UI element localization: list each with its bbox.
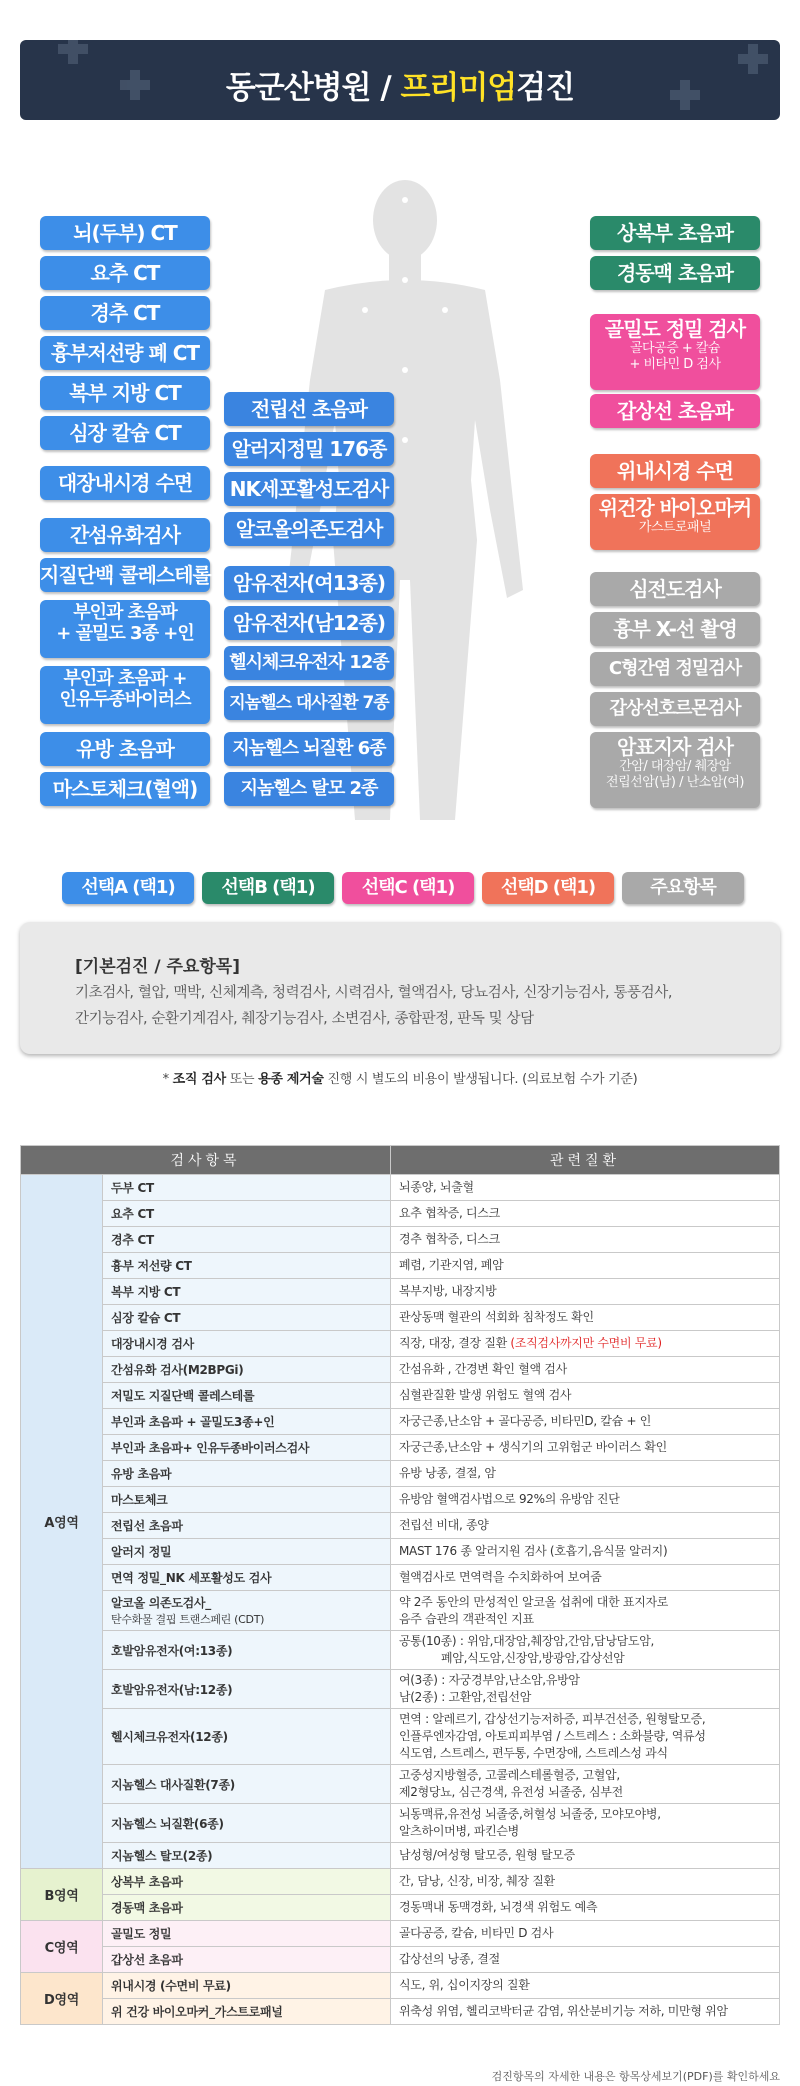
exam-item-cell: [103, 1869, 391, 1895]
exam-allergy-176[interactable]: 알러지정밀 176종: [224, 432, 394, 466]
exam-item-cell: [103, 1973, 391, 1999]
table-row: [21, 1869, 780, 1895]
disease-cell: [391, 1383, 780, 1409]
exam-nk-cell[interactable]: NK세포활성도검사: [224, 472, 394, 506]
exam-item-name: 알러지 정밀: [111, 1545, 172, 1559]
exam-liver-fibrosis[interactable]: 간섬유화검사: [40, 518, 210, 552]
disease-text: 유방암 혈액검사법으로 92%의 유방암 진단: [399, 1492, 620, 1506]
exam-sublabel: 간암/ 대장암/ 췌장암: [619, 759, 731, 774]
exam-item-cell: [103, 1765, 391, 1804]
exam-thyroid-us[interactable]: 갑상선 초음파: [590, 394, 760, 428]
exam-bone-density[interactable]: [590, 314, 760, 390]
disease-text: 알츠하이머병, 파킨슨병: [399, 1824, 519, 1838]
exam-item-cell: [103, 1461, 391, 1487]
footer-note: 검진항목의 자세한 내용은 항목상세보기(PDF)를 확인하세요: [491, 2070, 780, 2083]
exam-genome-brain[interactable]: 지놈헬스 뇌질환 6종: [224, 732, 394, 766]
exam-item-cell: [103, 1565, 391, 1591]
exam-item-cell: [103, 1253, 391, 1279]
exam-item-name: 흉부 저선량 CT: [111, 1259, 192, 1273]
exam-item-name: 심장 칼슘 CT: [111, 1311, 181, 1325]
title-banner: [20, 40, 780, 120]
exam-item-name: 부인과 초음파+ 인유두종바이러스검사: [111, 1441, 310, 1455]
header-related-diseases: 관련질환: [391, 1146, 780, 1175]
exam-item-cell: [103, 1305, 391, 1331]
disease-cell: [391, 1175, 780, 1201]
exam-item-cell: [103, 1383, 391, 1409]
exam-sublabel: 골다공증 + 칼슘: [629, 341, 720, 356]
exam-item-name: 지놈헬스 대사질환(7종): [111, 1777, 235, 1792]
table-row: [21, 1331, 780, 1357]
exam-item-name: 알코올 의존도검사_: [111, 1596, 211, 1610]
exam-chest-xray[interactable]: 흉부 X-선 촬영: [590, 612, 760, 646]
exam-label: 위건강 바이오마커: [598, 496, 752, 520]
exam-label: 인유두종바이러스: [59, 688, 191, 710]
exam-item-cell: [103, 1357, 391, 1383]
legend-option-d: 선택D (택1): [482, 872, 614, 904]
disease-cell: [391, 1765, 780, 1804]
exam-label: 골밀도 정밀 검사: [604, 317, 746, 341]
table-row: [21, 1804, 780, 1843]
disease-text: 공통(10종) : 위암,대장암,췌장암,간암,담낭담도암,: [399, 1634, 655, 1648]
exam-thyroid-hormone[interactable]: 갑상선호르몬검사: [590, 692, 760, 726]
disease-text: 뇌동맥류,유전성 뇌졸중,허혈성 뇌졸중, 모야모야병,: [399, 1807, 661, 1821]
disease-text: 폐암,식도암,신장암,방광암,갑상선암: [441, 1651, 625, 1665]
exam-healthy-check-gene[interactable]: 헬시체크유전자 12종: [224, 646, 394, 680]
disease-cell: [391, 1670, 780, 1709]
table-row: [21, 1409, 780, 1435]
exam-item-name: 헬시체크유전자(12종): [111, 1730, 228, 1744]
exam-item-name: 저밀도 지질단백 콜레스테롤: [111, 1389, 255, 1403]
exam-item-subname: 탄수화물 결핍 트랜스페린 (CDT): [111, 1613, 265, 1626]
exam-item-cell: [103, 1921, 391, 1947]
exam-item-name: 갑상선 초음파: [111, 1953, 183, 1967]
exam-tumor-markers[interactable]: [590, 732, 760, 808]
table-row: [21, 1227, 780, 1253]
exam-carotid-us[interactable]: 경동맥 초음파: [590, 256, 760, 290]
exam-brain-ct[interactable]: 뇌(두부) CT: [40, 216, 210, 250]
disease-text: 관상동맥 혈관의 석회화 침착정도 확인: [399, 1310, 594, 1324]
legend-option-b: 선택B (택1): [202, 872, 334, 904]
table-row: [21, 1253, 780, 1279]
disease-text: 자궁근종,난소암 + 골다공증, 비타민D, 칼슘 + 인: [399, 1414, 652, 1428]
exam-mastocheck[interactable]: 마스토체크(혈액): [40, 772, 210, 806]
disease-text: 인플루엔자감염, 아토피피부염 / 스트레스 : 소화불량, 역류성: [399, 1729, 706, 1743]
table-row: [21, 1175, 780, 1201]
table-row: [21, 1843, 780, 1869]
exam-item-name: 마스토체크: [111, 1493, 168, 1507]
disease-text: 음주 습관의 객관적인 지표: [399, 1611, 534, 1626]
disease-cell: [391, 1435, 780, 1461]
disease-cell: [391, 1947, 780, 1973]
exam-item-name: 두부 CT: [111, 1181, 154, 1195]
exam-abdominal-fat-ct[interactable]: 복부 지방 CT: [40, 376, 210, 410]
table-row: [21, 1973, 780, 1999]
exam-item-name: 면역 정밀_NK 세포활성도 검사: [111, 1571, 272, 1585]
disease-cell: [391, 1487, 780, 1513]
disease-cell: [391, 1461, 780, 1487]
table-row: [21, 1305, 780, 1331]
table-row: [21, 1279, 780, 1305]
cross-decoration: [58, 40, 88, 64]
area-label: C영역: [21, 1921, 103, 1973]
exam-sublabel: 가스트로패널: [638, 520, 712, 535]
table-row: [21, 1487, 780, 1513]
table-row: [21, 1670, 780, 1709]
exam-item-name: 부인과 초음파 + 골밀도3종+인: [111, 1415, 275, 1429]
exam-gastroscopy[interactable]: 위내시경 수면: [590, 454, 760, 488]
exam-item-name: 경동맥 초음파: [111, 1901, 183, 1915]
disease-note-red: (조직검사까지만 수면비 무료): [506, 1336, 662, 1350]
exam-cancer-gene-female[interactable]: 암유전자(여13종): [224, 566, 394, 600]
exam-genome-metabolic[interactable]: 지놈헬스 대사질환 7종: [224, 686, 394, 720]
exam-gyn-us-hpv[interactable]: [40, 666, 210, 724]
legend-option-c: 선택C (택1): [342, 872, 474, 904]
basic-exam-line: 간기능검사, 순환기계검사, 췌장기능검사, 소변검사, 종합판정, 판독 및 상담: [75, 1011, 534, 1027]
disease-text: 식도, 위, 십이지장의 질환: [399, 1978, 530, 1992]
disease-text: 간, 담낭, 신장, 비장, 췌장 질환: [399, 1874, 555, 1888]
exam-sublabel: + 비타민 D 검사: [629, 357, 721, 372]
disease-text: 경추 협착증, 디스크: [399, 1232, 500, 1246]
exam-item-cell: [103, 1435, 391, 1461]
exam-item-cell: [103, 1331, 391, 1357]
disease-text: 직장, 대장, 결장 질환: [399, 1336, 507, 1350]
disease-cell: [391, 1253, 780, 1279]
exam-table: [20, 1145, 780, 2025]
disease-cell: [391, 1895, 780, 1921]
exam-item-name: 골밀도 정밀: [111, 1927, 172, 1941]
disease-cell: [391, 1591, 780, 1631]
table-row: [21, 1591, 780, 1631]
area-label: D영역: [21, 1973, 103, 2025]
exam-hepatitis-c[interactable]: C형간염 정밀검사: [590, 652, 760, 686]
exam-item-cell: [103, 1409, 391, 1435]
exam-cardiac-calcium-ct[interactable]: 심장 칼슘 CT: [40, 416, 210, 450]
exam-item-cell: [103, 1591, 391, 1631]
table-row: [21, 1631, 780, 1670]
exam-item-name: 위내시경 (수면비 무료): [111, 1979, 231, 1993]
disease-text: 식도염, 스트레스, 편두통, 수면장애, 스트레스성 과식: [399, 1746, 668, 1760]
disease-cell: [391, 1513, 780, 1539]
exam-item-cell: [103, 1513, 391, 1539]
table-row: [21, 1999, 780, 2025]
basic-exam-heading: [기본검진 / 주요항목]: [75, 957, 240, 977]
exam-label: 부인과 초음파 +: [63, 668, 187, 689]
exam-item-name: 위 건강 바이오마커_가스트로패널: [111, 2005, 283, 2019]
exam-label: 부인과 초음파: [73, 602, 177, 623]
disease-cell: [391, 1539, 780, 1565]
disease-text: 제2형당뇨, 심근경색, 유전성 뇌졸중, 심부전: [399, 1785, 623, 1799]
disease-cell: [391, 1709, 780, 1765]
exam-item-cell: [103, 1279, 391, 1305]
exam-label: + 골밀도 3종 +인: [56, 622, 194, 644]
exam-colonoscopy[interactable]: 대장내시경 수면: [40, 466, 210, 500]
table-row: [21, 1709, 780, 1765]
exam-cancer-gene-male[interactable]: 암유전자(남12종): [224, 606, 394, 640]
disease-text: 남성형/여성형 탈모증, 원형 탈모증: [399, 1848, 575, 1862]
exam-item-cell: [103, 1631, 391, 1670]
exam-breast-us[interactable]: 유방 초음파: [40, 732, 210, 766]
disease-text: 간섬유화 , 간경변 확인 혈액 검사: [399, 1362, 567, 1376]
disease-text: 심혈관질환 발생 위험도 혈액 검사: [399, 1388, 572, 1402]
disease-cell: [391, 1331, 780, 1357]
disease-cell: [391, 1843, 780, 1869]
exam-item-name: 전립선 초음파: [111, 1519, 183, 1533]
table-row: [21, 1565, 780, 1591]
exam-item-name: 호발암유전자(남:12종): [111, 1682, 233, 1697]
disease-text: 여(3종) : 자궁경부암,난소암,유방암: [399, 1673, 580, 1687]
exam-item-cell: [103, 1201, 391, 1227]
area-label: B영역: [21, 1869, 103, 1921]
disease-text: 갑상선의 낭종, 결절: [399, 1952, 500, 1966]
exam-item-name: 상복부 초음파: [111, 1875, 183, 1889]
disease-cell: [391, 1305, 780, 1331]
exam-item-cell: [103, 1843, 391, 1869]
disease-text: 복부지방, 내장지방: [399, 1284, 497, 1298]
table-header-row: [21, 1146, 780, 1175]
disease-text: 요추 협착증, 디스크: [399, 1206, 500, 1220]
table-row: [21, 1947, 780, 1973]
exam-item-cell: [103, 1804, 391, 1843]
exam-item-cell: [103, 1999, 391, 2025]
header-exam-items: 검사항목: [21, 1146, 391, 1175]
disease-cell: [391, 1201, 780, 1227]
table-row: [21, 1461, 780, 1487]
exam-item-name: 호발암유전자(여:13종): [111, 1643, 233, 1658]
table-row: [21, 1201, 780, 1227]
basic-exam-items: [75, 980, 765, 1032]
legend-option-a: 선택A (택1): [62, 872, 194, 904]
disease-text: 위축성 위염, 헬리코박터균 감염, 위산분비기능 저하, 미만형 위암: [399, 2004, 728, 2018]
exam-alcohol-dependence[interactable]: 알코올의존도검사: [224, 512, 394, 546]
exam-item-cell: [103, 1895, 391, 1921]
basic-exam-box: [20, 922, 780, 1054]
legend-main-items: 주요항목: [622, 872, 744, 904]
disease-text: 폐렴, 기관지염, 폐암: [399, 1258, 504, 1272]
disease-text: 남(2종) : 고환암,전립선암: [399, 1690, 532, 1704]
exam-item-name: 대장내시경 검사: [111, 1337, 194, 1351]
page-title: 동군산병원 / 프리미엄검진: [225, 70, 575, 106]
exam-item-cell: [103, 1947, 391, 1973]
disease-cell: [391, 1565, 780, 1591]
disease-text: 면역 : 알레르기, 갑상선기능저하증, 피부건선증, 원형탈모증,: [399, 1712, 706, 1726]
exam-prostate-us[interactable]: 전립선 초음파: [224, 392, 394, 426]
disease-cell: [391, 1227, 780, 1253]
exam-stomach-biomarker[interactable]: [590, 494, 760, 550]
exam-label: 암표지자 검사: [617, 735, 733, 759]
disease-text: 고중성지방혈증, 고콜레스테롤혈증, 고혈압,: [399, 1768, 620, 1782]
exam-sublabel: 전립선암(남) / 난소암(여): [606, 775, 744, 790]
disease-cell: [391, 1279, 780, 1305]
table-row: [21, 1921, 780, 1947]
table-row: [21, 1513, 780, 1539]
disease-cell: [391, 1631, 780, 1670]
disease-cell: [391, 1973, 780, 1999]
disease-cell: [391, 1409, 780, 1435]
disease-text: 혈액검사로 면역력을 수치화하여 보여줌: [399, 1570, 602, 1584]
disease-cell: [391, 1869, 780, 1895]
exam-item-name: 지놈헬스 탈모(2종): [111, 1849, 213, 1863]
disease-text: 유방 낭종, 결절, 암: [399, 1466, 496, 1480]
exam-item-name: 요추 CT: [111, 1207, 154, 1221]
table-row: [21, 1895, 780, 1921]
exam-item-name: 복부 지방 CT: [111, 1285, 181, 1299]
disease-text: 자궁근종,난소암 + 생식기의 고위험군 바이러스 확인: [399, 1440, 667, 1454]
exam-lipoprotein-cholesterol[interactable]: 지질단백 콜레스테롤: [40, 558, 210, 592]
exam-item-cell: [103, 1175, 391, 1201]
table-row: [21, 1357, 780, 1383]
exam-item-name: 유방 초음파: [111, 1467, 172, 1481]
table-row: [21, 1765, 780, 1804]
exam-ecg[interactable]: 심전도검사: [590, 572, 760, 606]
disease-cell: [391, 1357, 780, 1383]
disease-text: 경동맥내 동맥경화, 뇌경색 위험도 예측: [399, 1900, 598, 1914]
exam-item-cell: [103, 1227, 391, 1253]
basic-exam-line: 기초검사, 혈압, 맥박, 신체계측, 청력검사, 시력검사, 혈액검사, 당뇨검사, 신장기능검사, 통풍검사,: [75, 985, 673, 1001]
disease-text: MAST 176 종 알러지원 검사 (호흡기,음식물 알러지): [399, 1544, 668, 1558]
exam-upper-abdominal-us[interactable]: 상복부 초음파: [590, 216, 760, 250]
exam-chest-ldct[interactable]: 흉부저선량 폐 CT: [40, 336, 210, 370]
exam-item-name: 경추 CT: [111, 1233, 154, 1247]
exam-item-name: 간섬유화 검사(M2BPGi): [111, 1363, 244, 1377]
exam-item-cell: [103, 1670, 391, 1709]
table-row: [21, 1435, 780, 1461]
table-row: [21, 1539, 780, 1565]
exam-item-name: 지놈헬스 뇌질환(6종): [111, 1816, 224, 1831]
disease-cell: [391, 1999, 780, 2025]
exam-item-cell: [103, 1709, 391, 1765]
cost-notice: * 조직 검사 또는 용종 제거술 진행 시 별도의 비용이 발생됩니다. (의료보험 수가 기준): [162, 1072, 638, 1087]
disease-cell: [391, 1804, 780, 1843]
exam-lumbar-ct[interactable]: 요추 CT: [40, 256, 210, 290]
exam-cervical-ct[interactable]: 경추 CT: [40, 296, 210, 330]
exam-gyn-us-bone[interactable]: [40, 600, 210, 658]
disease-text: 뇌종양, 뇌출혈: [399, 1180, 474, 1194]
exam-item-cell: [103, 1539, 391, 1565]
exam-genome-hair-loss[interactable]: 지놈헬스 탈모 2종: [224, 772, 394, 806]
disease-cell: [391, 1921, 780, 1947]
disease-text: 골다공증, 칼슘, 비타민 D 검사: [399, 1926, 554, 1940]
disease-text: 약 2주 동안의 만성적인 알코올 섭취에 대한 표지자로: [399, 1594, 669, 1609]
exam-item-cell: [103, 1487, 391, 1513]
table-row: [21, 1383, 780, 1409]
area-label: A영역: [21, 1175, 103, 1869]
disease-text: 전립선 비대, 종양: [399, 1518, 489, 1532]
